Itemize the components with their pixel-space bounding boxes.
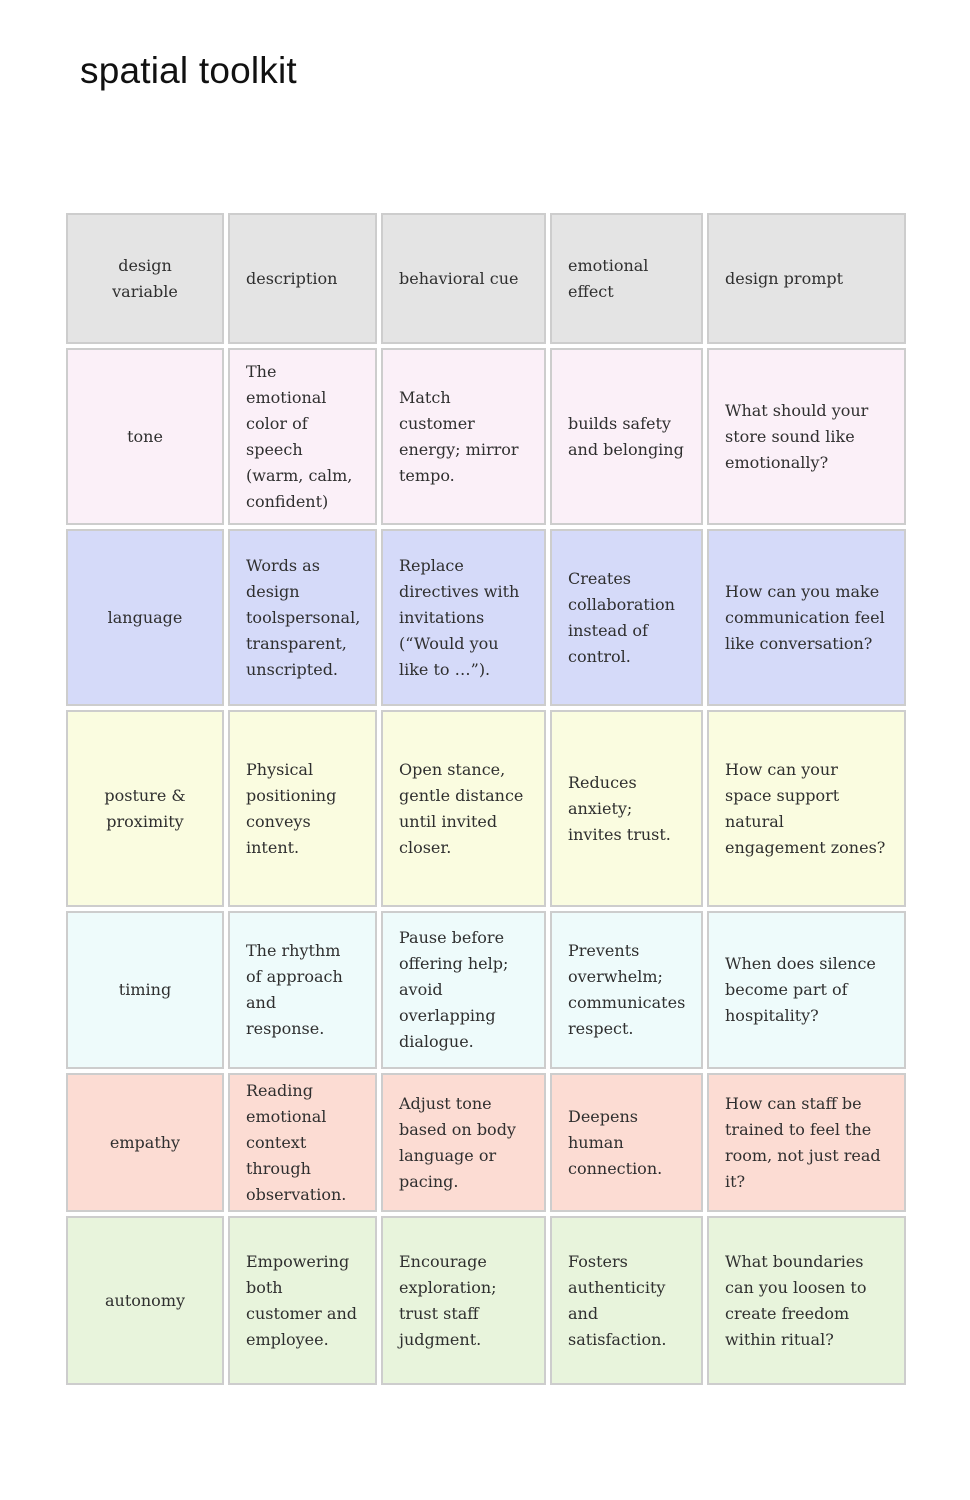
row-posture-design-prompt: How can your space support natural engagement zones? [707,710,906,907]
row-timing-emotional-effect: Prevents overwhelm; communicates respect. [550,911,703,1069]
row-empathy-behavioral-cue: Adjust tone based on body language or pacing. [381,1073,546,1212]
row-posture-description: Physical positioning conveys intent. [228,710,377,907]
header-emotional-effect: emotional effect [550,213,703,344]
row-tone-variable: tone [66,348,224,525]
header-description: description [228,213,377,344]
header-design-variable: design variable [66,213,224,344]
row-empathy-variable: empathy [66,1073,224,1212]
row-posture-emotional-effect: Reduces anxiety; invites trust. [550,710,703,907]
row-tone-description: The emotional color of speech (warm, calm, confident) [228,348,377,525]
row-language-design-prompt: How can you make communication feel like conversation? [707,529,906,706]
row-empathy-description: Reading emotional context through observation. [228,1073,377,1212]
row-language-description: Words as design toolspersonal, transparent, unscripted. [228,529,377,706]
row-language-behavioral-cue: Replace directives with invitations (“Would you like to …”). [381,529,546,706]
page-title: spatial toolkit [80,50,297,91]
toolkit-table [66,213,905,1385]
row-autonomy-design-prompt: What boundaries can you loosen to create freedom within ritual? [707,1216,906,1385]
row-empathy-emotional-effect: Deepens human connection. [550,1073,703,1212]
row-timing-variable: timing [66,911,224,1069]
row-language-variable: language [66,529,224,706]
header-design-prompt: design prompt [707,213,906,344]
row-autonomy-behavioral-cue: Encourage exploration; trust staff judgment. [381,1216,546,1385]
row-autonomy-variable: autonomy [66,1216,224,1385]
row-posture-variable: posture & proximity [66,710,224,907]
row-autonomy-description: Empowering both customer and employee. [228,1216,377,1385]
row-tone-behavioral-cue: Match customer energy; mirror tempo. [381,348,546,525]
row-timing-description: The rhythm of approach and response. [228,911,377,1069]
row-timing-behavioral-cue: Pause before offering help; avoid overlapping dialogue. [381,911,546,1069]
row-tone-emotional-effect: builds safety and belonging [550,348,703,525]
row-tone-design-prompt: What should your store sound like emotionally? [707,348,906,525]
row-posture-behavioral-cue: Open stance, gentle distance until invited closer. [381,710,546,907]
row-timing-design-prompt: When does silence become part of hospitality? [707,911,906,1069]
row-empathy-design-prompt: How can staff be trained to feel the room, not just read it? [707,1073,906,1212]
row-autonomy-emotional-effect: Fosters authenticity and satisfaction. [550,1216,703,1385]
header-behavioral-cue: behavioral cue [381,213,546,344]
row-language-emotional-effect: Creates collaboration instead of control. [550,529,703,706]
